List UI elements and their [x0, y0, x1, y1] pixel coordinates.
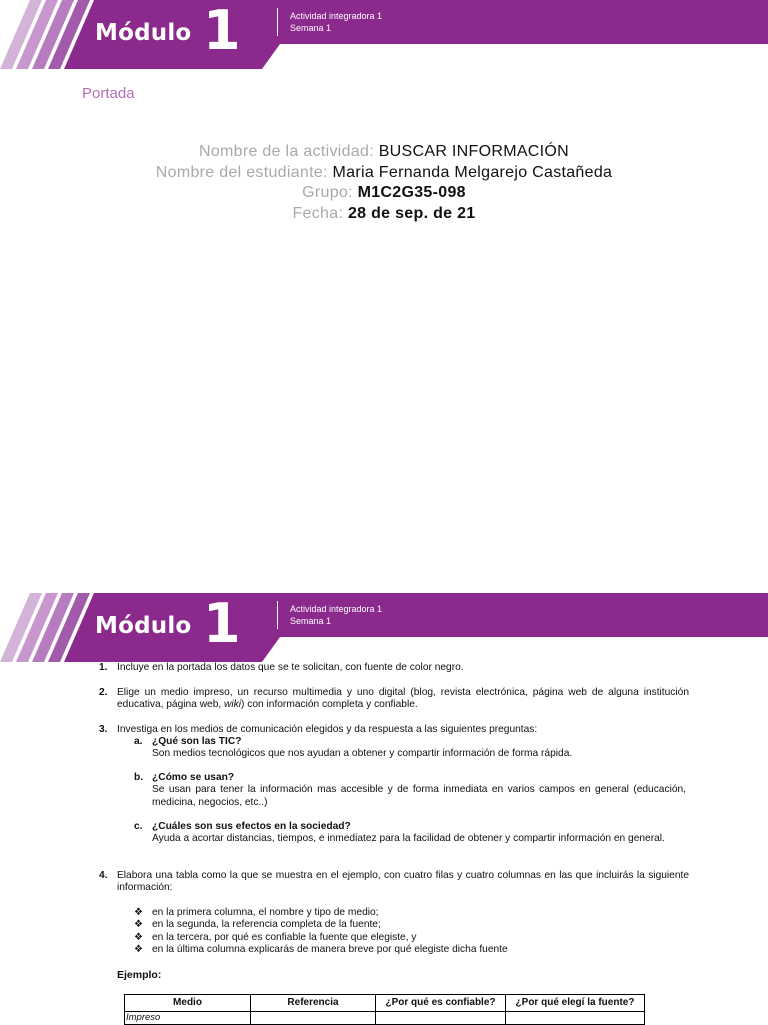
header-divider: [277, 8, 278, 36]
question-letter: c.: [134, 821, 143, 832]
item-text-part: Elige un medio impreso, un recurso multimedia y uno digital (blog, revista electrónica, página web de alguna institución educativa, página web,: [117, 687, 689, 711]
item-number: 3.: [99, 724, 108, 735]
bullet-item: [134, 944, 674, 956]
table-row: [125, 1012, 645, 1025]
cover-label: Fecha:: [292, 204, 348, 222]
question-text: ¿Qué son las TIC?: [152, 736, 242, 747]
table-header-cell: ¿Por qué elegí la fuente?: [506, 995, 645, 1012]
bullet-text: en la segunda, la referencia completa de la fuente;: [152, 919, 381, 931]
bullet-item: [134, 907, 674, 919]
bullet-item: [134, 919, 674, 931]
table-cell: [506, 1012, 645, 1025]
question-item: [134, 821, 686, 846]
instructions-page: [0, 593, 768, 1024]
table-header-row: [125, 995, 645, 1012]
week-label: Semana 1: [290, 616, 332, 626]
table-cell: Impreso: [125, 1012, 251, 1025]
item-text: Incluye en la portada los datos que se te solicitan, con fuente de color negro.: [117, 662, 464, 673]
item-text-part: ) con información completa y confiable.: [241, 699, 418, 711]
table-header-cell: ¿Por qué es confiable?: [376, 995, 506, 1012]
table-header-cell: Medio: [125, 995, 251, 1012]
item-text-emphasis: wiki: [224, 699, 242, 711]
cover-value: M1C2G35-098: [357, 184, 466, 201]
question-letter: a.: [134, 736, 143, 747]
bullet-text: en la última columna explicarás de manera breve por qué elegiste dicha fuente: [152, 944, 508, 956]
example-label: Ejemplo:: [117, 969, 162, 981]
section-title: Portada: [82, 85, 135, 102]
cover-line-date: [0, 204, 768, 225]
week-label: Semana 1: [290, 23, 332, 33]
bullet-text: en la primera columna, el nombre y tipo de medio;: [152, 907, 379, 918]
instruction-item: [99, 724, 689, 736]
cover-label: Nombre de la actividad:: [198, 143, 379, 160]
example-table: [124, 994, 645, 1025]
cover-label: Nombre del estudiante:: [155, 163, 333, 181]
diamond-bullet-icon: ❖: [134, 931, 144, 943]
module-word: Módulo: [95, 20, 192, 46]
module-word: Módulo: [95, 613, 192, 639]
cover-value: Maria Fernanda Melgarejo Castañeda: [332, 163, 613, 181]
diamond-bullet-icon: ❖: [134, 919, 144, 931]
cover-value: BUSCAR INFORMACIÓN: [378, 143, 570, 160]
answer-text: Son medios tecnológicos que nos ayudan a obtener y compartir información de forma rápida.: [152, 748, 573, 760]
module-number: 1: [203, 592, 241, 655]
table-cell: [251, 1012, 376, 1025]
answer-text: Se usan para tener la información mas accesible y de forma inmediata en varios campos en general (educación, medicina, negocios, etc..): [152, 784, 686, 808]
cover-label: Grupo:: [302, 184, 358, 201]
cover-line-activity: [0, 142, 768, 163]
diamond-bullet-icon: ❖: [134, 907, 144, 918]
module-header: [0, 0, 768, 69]
instruction-item: [99, 870, 689, 895]
module-header: [0, 593, 768, 662]
cover-line-group: [0, 183, 768, 204]
page-gap: [0, 580, 768, 593]
cover-info: [0, 142, 768, 224]
item-number: 2.: [99, 687, 108, 698]
question-letter: b.: [134, 772, 144, 783]
cover-value: 28 de sep. de 21: [347, 204, 476, 222]
module-number: 1: [203, 0, 241, 62]
question-text: ¿Cuáles son sus efectos en la sociedad?: [152, 821, 351, 832]
question-item: [134, 736, 686, 761]
item-number: 1.: [99, 662, 108, 673]
bullet-list: [134, 907, 674, 957]
question-text: ¿Cómo se usan?: [152, 772, 235, 783]
item-text: [117, 687, 689, 712]
cover-line-student: [0, 163, 768, 184]
activity-title: Actividad integradora 1: [290, 604, 383, 614]
table-header-cell: Referencia: [251, 995, 376, 1012]
activity-title: Actividad integradora 1: [290, 11, 383, 21]
diamond-bullet-icon: ❖: [134, 944, 144, 956]
item-number: 4.: [99, 870, 108, 881]
table-cell: [376, 1012, 506, 1025]
instruction-item: [99, 687, 689, 712]
header-divider: [277, 601, 278, 629]
instruction-item: [99, 662, 689, 674]
bullet-item: [134, 932, 674, 944]
answer-text: Ayuda a acortar distancias, tiempos, e inmediatez para la facilidad de obtener y compartir información en general.: [152, 833, 665, 845]
item-text: Investiga en los medios de comunicación elegidos y da respuesta a las siguientes preguntas:: [117, 724, 538, 735]
question-item: [134, 772, 686, 809]
item-text: Elabora una tabla como la que se muestra en el ejemplo, con cuatro filas y cuatro columnas en las que incluirás la siguiente información:: [117, 870, 689, 894]
bullet-text: en la tercera, por qué es confiable la fuente que elegiste, y: [152, 931, 417, 943]
